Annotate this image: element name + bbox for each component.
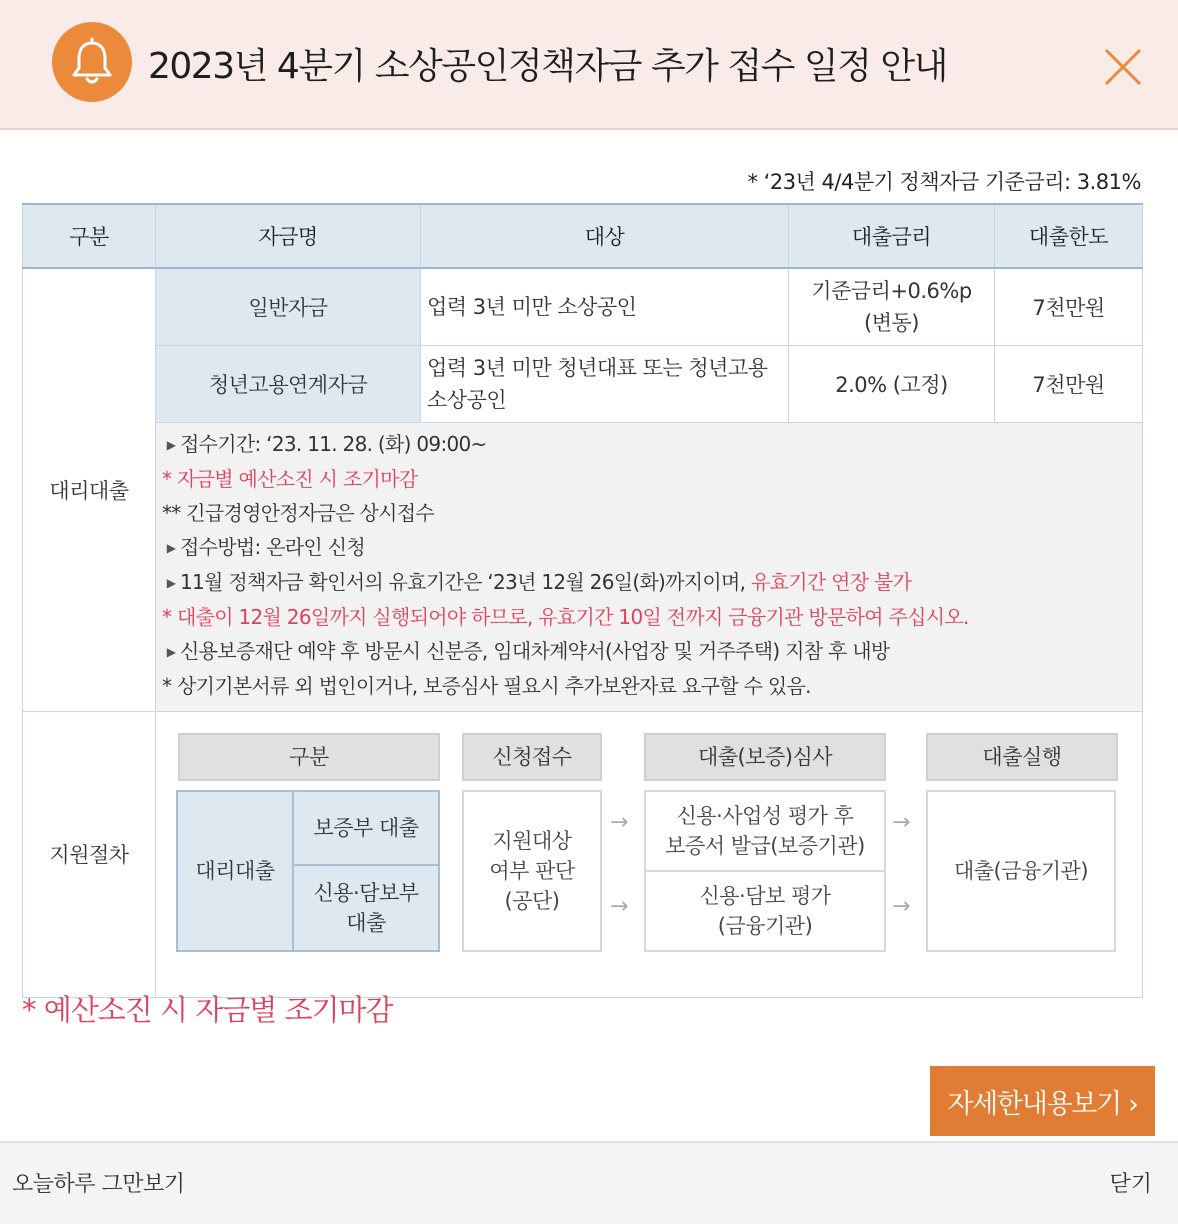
triangle-bullet-icon: ▶: [166, 575, 176, 590]
process-head-review: 대출(보증)심사: [644, 733, 886, 781]
fund-limit: 7천만원: [995, 345, 1143, 422]
process-diagram: [156, 711, 1143, 997]
fund-limit: 7천만원: [995, 268, 1143, 345]
close-link[interactable]: 닫기: [1109, 1172, 1152, 1197]
arrow-right-icon: →: [610, 809, 628, 835]
row-header-process: 지원절차: [23, 711, 156, 997]
note-method: ▶ 접수방법: 온라인 신청: [162, 530, 1136, 565]
process-type-guaranteed: 보증부 대출: [292, 790, 440, 866]
col-header-fund-name: 자금명: [156, 204, 421, 268]
bell-icon: [52, 22, 132, 102]
process-head-apply: 신청접수: [462, 733, 602, 781]
table-row: [23, 345, 1143, 422]
note-extra: * 상기기본서류 외 법인이거나, 보증심사 필요시 추가보완자료 요구할 수 있음.: [162, 673, 811, 698]
row-header-proxy-loan: 대리대출: [23, 268, 156, 711]
process-row: [23, 711, 1143, 997]
col-header-category: 구분: [23, 204, 156, 268]
note-period: ▶ 접수기간: ‘23. 11. 28. (화) 09:00~: [162, 427, 1136, 462]
fund-table: [22, 203, 1143, 998]
process-head-exec: 대출실행: [926, 733, 1118, 781]
arrow-right-icon: →: [892, 809, 910, 835]
notes-row: [23, 422, 1143, 711]
process-apply-box: 지원대상 여부 판단 (공단): [462, 790, 602, 952]
process-group-proxy-loan: 대리대출: [176, 790, 294, 952]
arrow-right-icon: →: [892, 893, 910, 919]
process-type-credit-collateral: 신용·담보부 대출: [292, 864, 440, 952]
process-review-credit: 신용·담보 평가 (금융기관): [644, 870, 886, 952]
fund-target: 업력 3년 미만 소상공인: [421, 268, 789, 345]
note-loan-deadline: * 대출이 12월 26일까지 실행되어야 하므로, 유효기간 10일 전까지 금융기관 방문하여 주십시오.: [162, 604, 969, 629]
notes-box: [156, 422, 1143, 711]
note-docs: ▶ 신용보증재단 예약 후 방문시 신분증, 임대차계약서(사업장 및 거주주택) 지참 후 내방: [162, 634, 1136, 669]
budget-exhaustion-note: * 예산소진 시 자금별 조기마감: [22, 993, 393, 1027]
popup-title: 2023년 4분기 소상공인정책자금 추가 접수 일정 안내: [148, 46, 947, 87]
popup-footer: [0, 1141, 1178, 1224]
close-icon[interactable]: [1100, 44, 1146, 90]
col-header-target: 대상: [421, 204, 789, 268]
fund-name: 일반자금: [156, 268, 421, 345]
process-exec-box: 대출(금융기관): [926, 790, 1116, 952]
fund-rate: 2.0% (고정): [789, 345, 995, 422]
process-review-guarantee: 신용·사업성 평가 후 보증서 발급(보증기관): [644, 790, 886, 872]
note-validity: ▶ 11월 정책자금 확인서의 유효기간은 ‘23년 12월 26일(화)까지이며, 유효기간 연장 불가: [162, 565, 1136, 600]
view-details-button[interactable]: 자세한내용보기 ›: [930, 1066, 1155, 1136]
fund-name: 청년고용연계자금: [156, 345, 421, 422]
triangle-bullet-icon: ▶: [166, 540, 176, 555]
popup-header: [0, 0, 1178, 130]
note-early-close: * 자금별 예산소진 시 조기마감: [162, 466, 418, 491]
col-header-limit: 대출한도: [995, 204, 1143, 268]
triangle-bullet-icon: ▶: [166, 437, 176, 452]
base-rate-note: * ‘23년 4/4분기 정책자금 기준금리: 3.81%: [747, 170, 1141, 194]
dont-show-today-link[interactable]: 오늘하루 그만보기: [12, 1172, 185, 1197]
process-head-category: 구분: [178, 733, 440, 781]
arrow-right-icon: →: [610, 893, 628, 919]
fund-target: 업력 3년 미만 청년대표 또는 청년고용 소상공인: [421, 345, 789, 422]
triangle-bullet-icon: ▶: [166, 644, 176, 659]
col-header-rate: 대출금리: [789, 204, 995, 268]
note-emergency: ** 긴급경영안정자금은 상시접수: [162, 500, 434, 525]
fund-rate: 기준금리+0.6%p (변동): [789, 268, 995, 345]
table-row: [23, 268, 1143, 345]
